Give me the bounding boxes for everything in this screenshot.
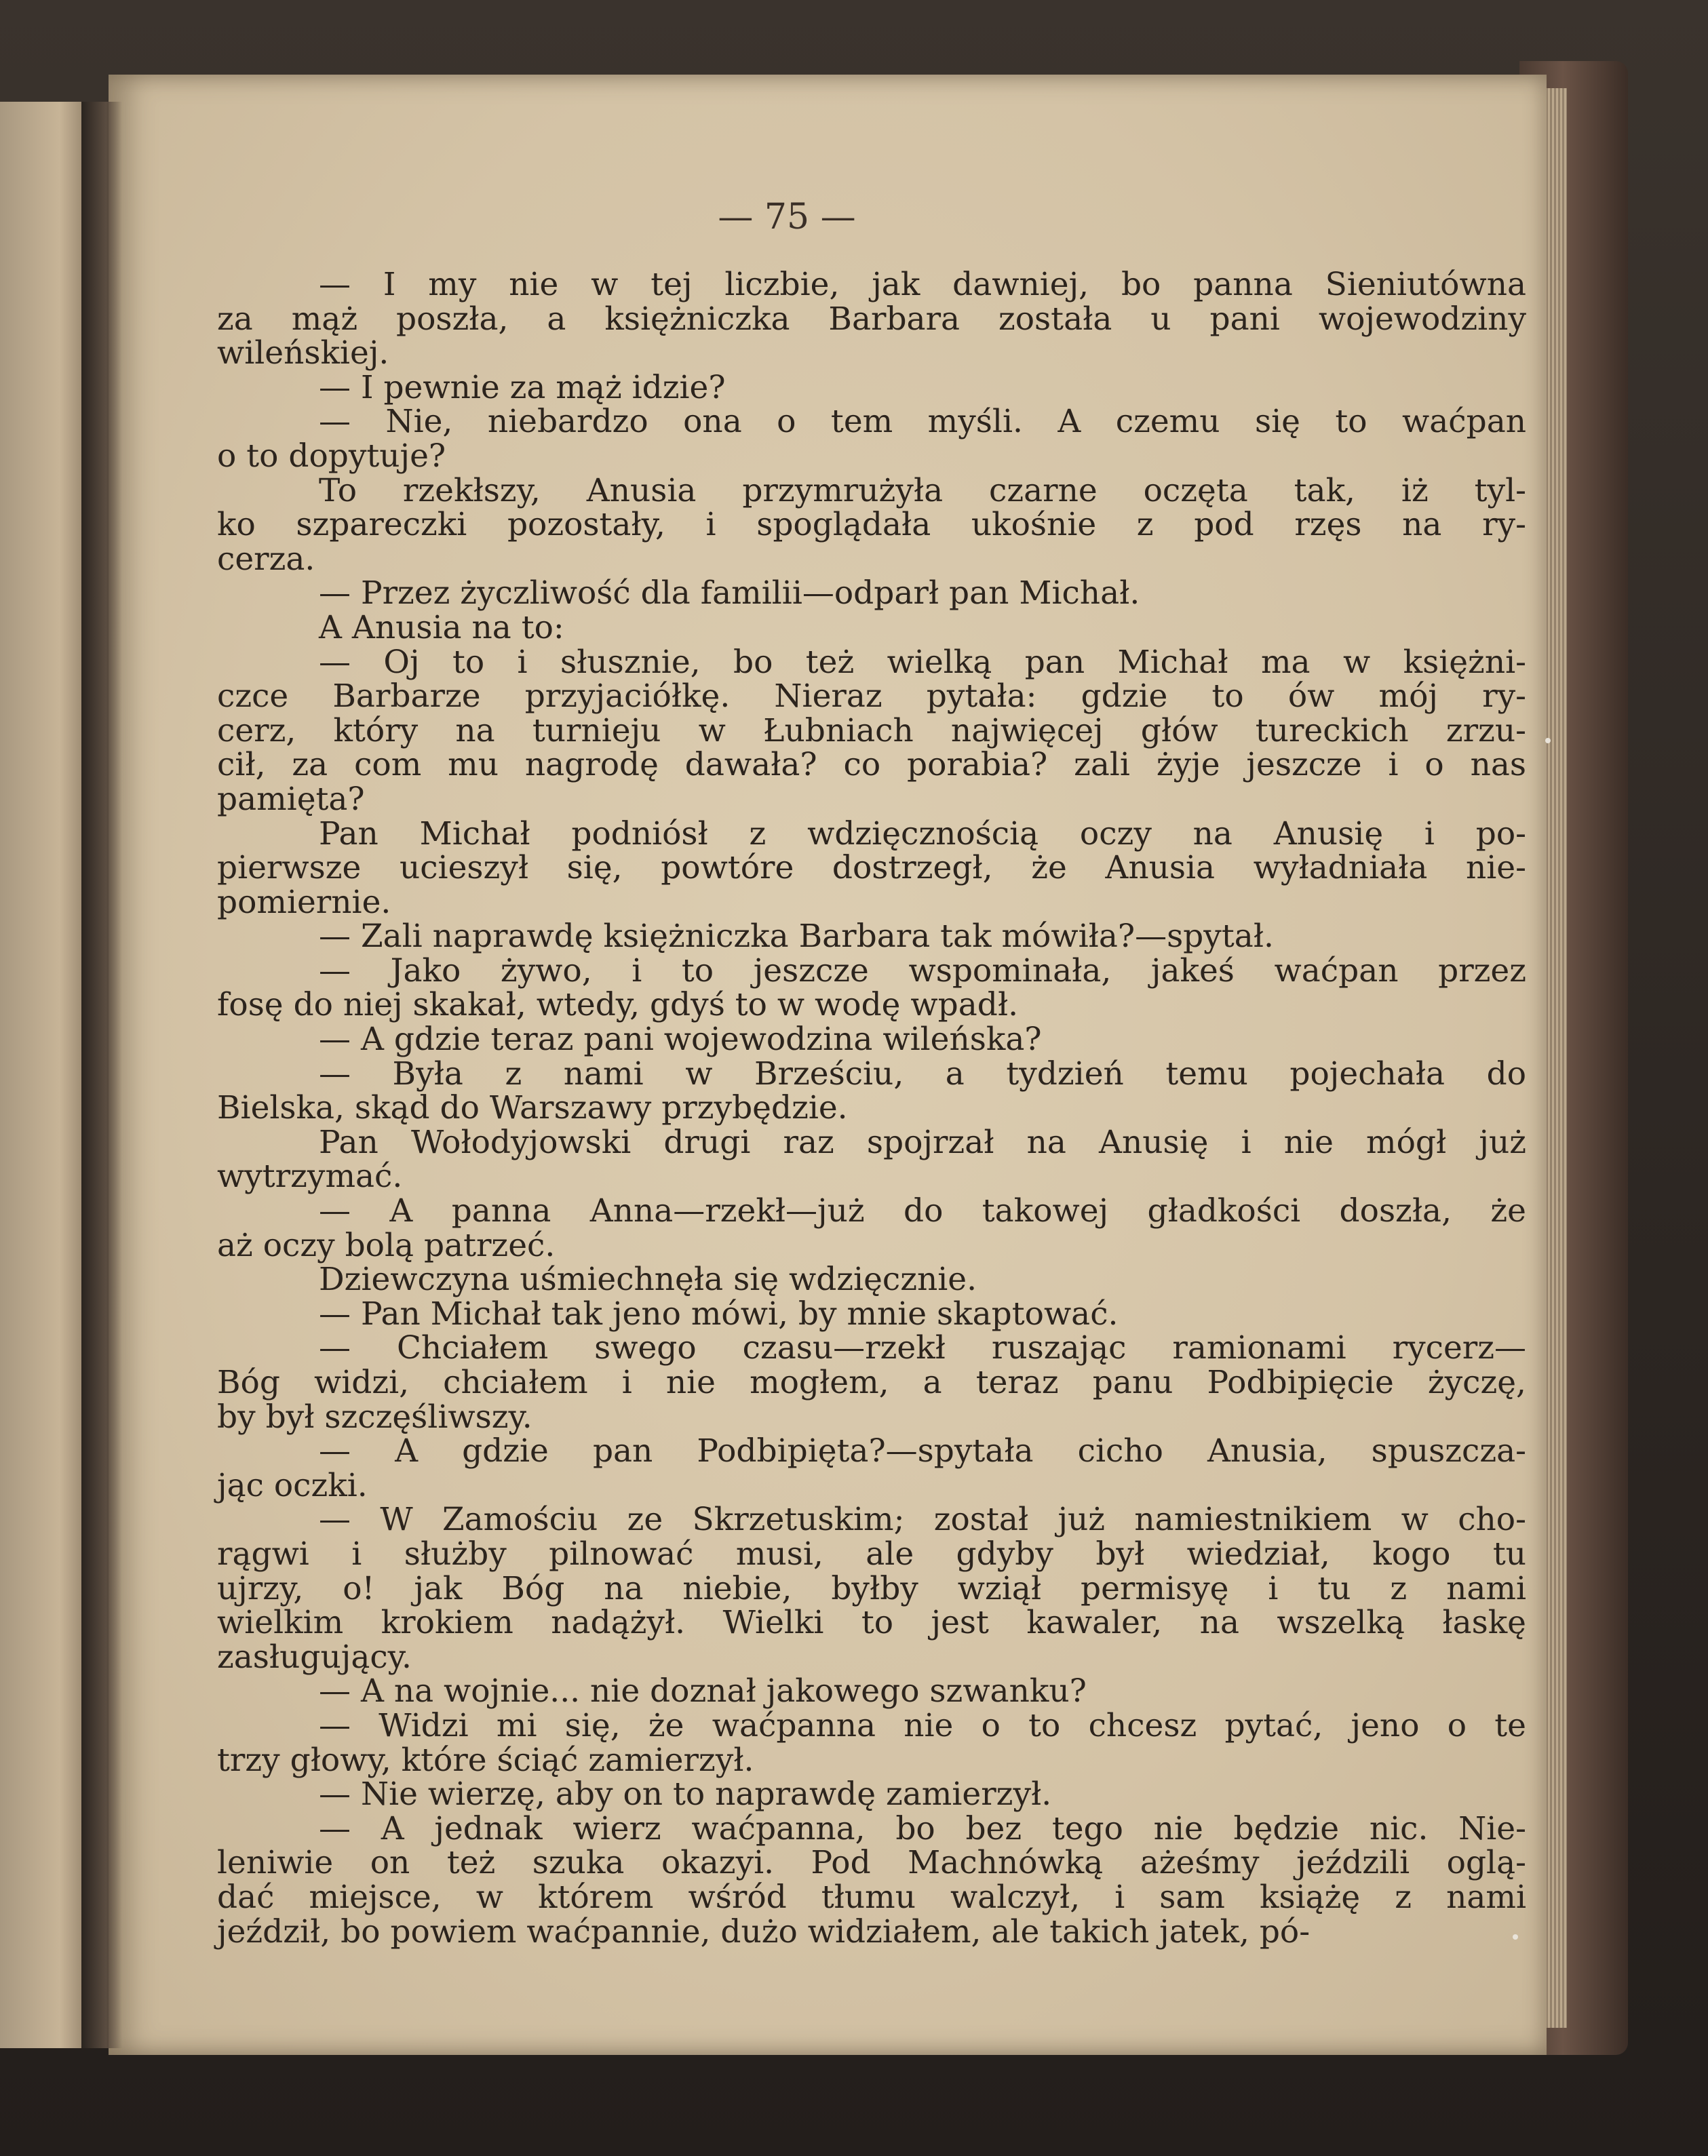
text-line: trzy głowy, które ściąć zamierzył. [217, 1741, 754, 1779]
text-line: Dziewczyna uśmiechnęła się wdzięcznie. [319, 1261, 977, 1299]
dust-speck [1545, 738, 1551, 743]
text-line: wytrzymać. [217, 1158, 403, 1196]
text-line: — W Zamościu ze Skrzetuskim; został już namiestnikiem w cho- [319, 1501, 1526, 1539]
text-line: jeździł, bo powiem waćpannie, dużo widziałem, ale takich jatek, pó- [217, 1913, 1311, 1951]
text-line: To rzekłszy, Anusia przymrużyła czarne oczęta tak, iż tyl- [319, 471, 1526, 509]
text-line: — A jednak wierz waćpanna, bo bez tego nie będzie nic. Nie- [319, 1809, 1526, 1847]
text-line: pierwsze ucieszył się, powtóre dostrzegł, że Anusia wyładniała nie- [217, 849, 1526, 887]
text-line: czce Barbarze przyjaciółkę. Nieraz pytała: gdzie to ów mój ry- [217, 678, 1526, 716]
text-line: za mąż poszła, a księżniczka Barbara została u pani wojewodziny [217, 300, 1526, 338]
text-line: — Pan Michał tak jeno mówi, by mnie skaptować. [319, 1295, 1119, 1333]
text-line: — A gdzie pan Podbipięta?—spytała cicho Anusia, spuszcza- [319, 1432, 1526, 1470]
text-line: — I pewnie za mąż idzie? [319, 368, 726, 406]
text-line: aż oczy bolą patrzeć. [217, 1226, 556, 1264]
text-line: pamięta? [217, 780, 365, 818]
text-line: by był szczęśliwszy. [217, 1398, 532, 1436]
text-line: leniwie on też szuka okazyi. Pod Machnówką ażeśmy jeździli oglą- [217, 1844, 1526, 1882]
dust-speck [1513, 1934, 1518, 1940]
text-line: — Przez życzliwość dla familii—odparł pan Michał. [319, 574, 1140, 612]
text-line: — I my nie w tej liczbie, jak dawniej, bo panna Sieniutówna [319, 266, 1526, 303]
text-line: Pan Michał podniósł z wdzięcznością oczy na Anusię i po- [319, 815, 1526, 852]
text-line: — A na wojnie... nie doznał jakowego szwanku? [319, 1672, 1087, 1710]
text-line: wileńskiej. [217, 334, 389, 372]
text-line: — Była z nami w Brześciu, a tydzień temu pojechała do [319, 1055, 1526, 1093]
text-line: — A panna Anna—rzekł—już do takowej gładkości doszła, że [319, 1192, 1526, 1230]
text-line: o to dopytuje? [217, 437, 446, 475]
page-text [217, 268, 1526, 1949]
text-line: A Anusia na to: [319, 608, 564, 646]
text-line: — Jako żywo, i to jeszcze wspominała, jakeś waćpan przez [319, 952, 1526, 989]
text-line: rągwi i służby pilnować musi, ale gdyby był wiedział, kogo tu [217, 1535, 1526, 1573]
text-line: — A gdzie teraz pani wojewodzina wileńska? [319, 1021, 1042, 1059]
text-line: — Nie, niebardzo ona o tem myśli. A czemu się to waćpan [319, 403, 1526, 441]
text-line: — Chciałem swego czasu—rzekł ruszając ramionami rycerz— [319, 1329, 1526, 1367]
book-page [109, 75, 1547, 2055]
text-line: zasługujący. [217, 1638, 412, 1676]
text-line: dać miejsce, w którem wśród tłumu walczył, i sam książę z nami [217, 1878, 1526, 1916]
text-line: ujrzy, o! jak Bóg na niebie, byłby wziął permisyę i tu z nami [217, 1569, 1526, 1607]
text-line: — Widzi mi się, że waćpanna nie o to chcesz pytać, jeno o te [319, 1706, 1526, 1744]
text-line: jąc oczki. [217, 1466, 368, 1504]
text-line: wielkim krokiem nadążył. Wielki to jest kawaler, na wszelką łaskę [217, 1604, 1526, 1642]
text-line: ko szpareczki pozostały, i spoglądała ukośnie z pod rzęs na ry- [217, 506, 1526, 544]
book-gutter [81, 102, 122, 2048]
text-line: cerza. [217, 540, 315, 578]
text-line: Pan Wołodyjowski drugi raz spojrzał na Anusię i nie mógł już [319, 1123, 1526, 1161]
text-line: — Nie wierzę, aby on to naprawdę zamierzył. [319, 1776, 1052, 1814]
text-line: — Zali naprawdę księżniczka Barbara tak mówiła?—spytał. [319, 918, 1274, 956]
text-line: — Oj to i słusznie, bo też wielką pan Michał ma w księżni- [319, 643, 1526, 681]
text-line: cił, za com mu nagrodę dawała? co porabia? zali żyje jeszcze i o nas [217, 746, 1526, 784]
text-line: cerz, który na turnieju w Łubniach najwięcej głów tureckich zrzu- [217, 711, 1526, 749]
text-line: pomiernie. [217, 883, 391, 921]
text-line: Bielska, skąd do Warszawy przybędzie. [217, 1089, 848, 1127]
text-line: fosę do niej skakał, wtedy, gdyś to w wodę wpadł. [217, 986, 1019, 1024]
text-line: Bóg widzi, chciałem i nie mogłem, a teraz panu Podbipięcie życzę, [217, 1364, 1526, 1401]
page-number: — 75 — [718, 197, 856, 237]
